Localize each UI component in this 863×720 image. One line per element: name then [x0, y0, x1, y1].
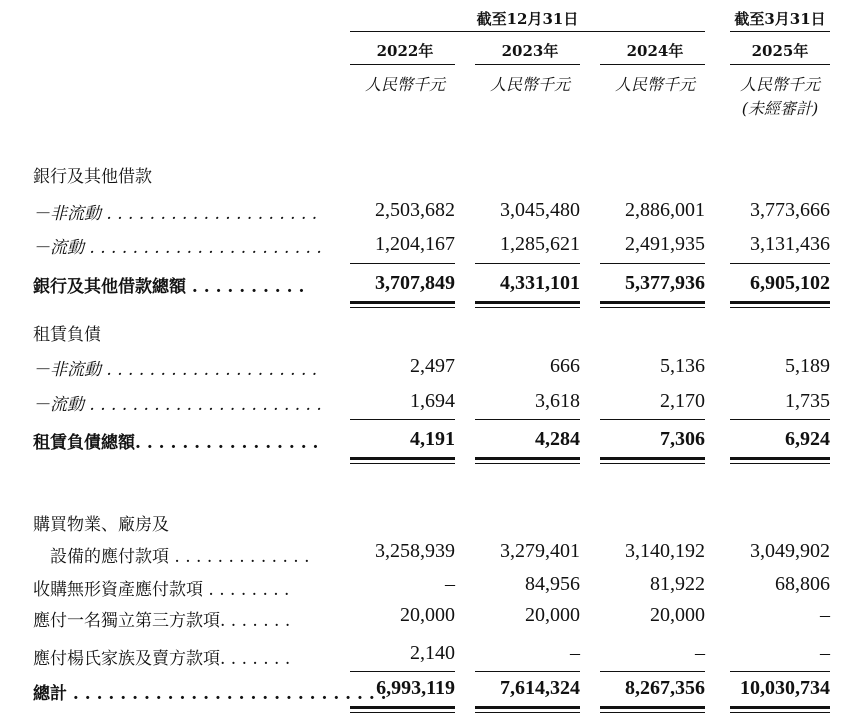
total-rule-grand-2023-a: [475, 706, 580, 709]
unit-2025: 人民幣千元: [739, 75, 820, 94]
total-rule-grand-2025-a: [730, 706, 830, 709]
year-header-2025: 2025年: [751, 42, 809, 60]
cell-lease-current-2025: 1,735: [785, 390, 830, 412]
total-rule-grand-2024-a: [600, 706, 705, 709]
subtotal-rule-bank-2023: [475, 263, 580, 264]
cell-ppe-payables-2024: 3,140,192: [625, 540, 705, 562]
cell-bank-current-2024: 2,491,935: [625, 233, 705, 255]
subtotal-rule-grand-2024: [600, 671, 705, 672]
row-label-third-party-payables: 應付一名獨立第三方款項. . . . . . .: [33, 611, 291, 631]
cell-lease-current-2022: 1,694: [410, 390, 455, 412]
total-rule-bank-2025-b: [730, 307, 830, 308]
cell-lease-current-2024: 2,170: [660, 390, 705, 412]
subtotal-rule-bank-2024: [600, 263, 705, 264]
total-rule-lease-2022-b: [350, 463, 455, 464]
total-rule-grand-2024-b: [600, 712, 705, 713]
year-rule-2023: [475, 64, 580, 65]
total-rule-bank-2024-a: [600, 301, 705, 304]
cell-lease-noncurrent-2024: 5,136: [660, 355, 705, 377]
cell-lease-total-2024: 7,306: [660, 428, 705, 450]
cell-bank-noncurrent-2024: 2,886,001: [625, 199, 705, 221]
cell-bank-current-2023: 1,285,621: [500, 233, 580, 255]
unit-2024: 人民幣千元: [614, 75, 695, 94]
header-group-mar31: 截至3月31日: [734, 10, 826, 28]
row-label-lease-current: －流動 . . . . . . . . . . . . . . . . . . . . . .: [33, 395, 322, 415]
total-rule-bank-2022-b: [350, 307, 455, 308]
cell-third-party-payables-2022: 20,000: [400, 604, 455, 626]
row-label-intangible-payables: 收購無形資產應付款項 . . . . . . . .: [33, 580, 290, 600]
row-label-ppe-payables-line2: 設備的應付款項 . . . . . . . . . . . . .: [50, 547, 310, 567]
cell-intangible-payables-2022: –: [445, 573, 455, 595]
cell-third-party-payables-2023: 20,000: [525, 604, 580, 626]
cell-bank-total-2023: 4,331,101: [500, 272, 580, 294]
cell-grand-total-2022: 6,993,119: [376, 677, 455, 699]
total-rule-bank-2025-a: [730, 301, 830, 304]
cell-lease-total-2023: 4,284: [535, 428, 580, 450]
cell-yang-family-payables-2022: 2,140: [410, 642, 455, 664]
row-label-bank-noncurrent: －非流動 . . . . . . . . . . . . . . . . . . . .: [33, 204, 318, 224]
row-label-bank-total: 銀行及其他借款總額 . . . . . . . . . .: [33, 277, 305, 297]
cell-bank-noncurrent-2025: 3,773,666: [750, 199, 830, 221]
header-group-mar31-rule: [730, 31, 830, 32]
subtotal-rule-lease-2022: [350, 419, 455, 420]
total-rule-lease-2023-b: [475, 463, 580, 464]
total-rule-bank-2022-a: [350, 301, 455, 304]
row-label-lease-total: 租賃負債總額. . . . . . . . . . . . . . . .: [33, 433, 319, 453]
cell-ppe-payables-2025: 3,049,902: [750, 540, 830, 562]
subtotal-rule-lease-2024: [600, 419, 705, 420]
header-group-dec31-rule: [350, 31, 705, 32]
cell-grand-total-2024: 8,267,356: [625, 677, 705, 699]
cell-intangible-payables-2023: 84,956: [525, 573, 580, 595]
total-rule-lease-2025-a: [730, 457, 830, 460]
cell-bank-noncurrent-2023: 3,045,480: [500, 199, 580, 221]
total-rule-grand-2022-a: [350, 706, 455, 709]
subtotal-rule-grand-2022: [350, 671, 455, 672]
total-rule-lease-2022-a: [350, 457, 455, 460]
total-rule-bank-2024-b: [600, 307, 705, 308]
total-rule-lease-2024-b: [600, 463, 705, 464]
cell-intangible-payables-2025: 68,806: [775, 573, 830, 595]
total-rule-bank-2023-b: [475, 307, 580, 308]
cell-lease-total-2025: 6,924: [785, 428, 830, 450]
total-rule-lease-2023-a: [475, 457, 580, 460]
year-rule-2025: [730, 64, 830, 65]
row-label-bank-borrowings: 銀行及其他借款: [33, 167, 152, 187]
cell-bank-current-2025: 3,131,436: [750, 233, 830, 255]
cell-third-party-payables-2024: 20,000: [650, 604, 705, 626]
cell-yang-family-payables-2024: –: [695, 642, 705, 664]
year-rule-2024: [600, 64, 705, 65]
total-rule-lease-2024-a: [600, 457, 705, 460]
cell-bank-total-2025: 6,905,102: [750, 272, 830, 294]
cell-lease-noncurrent-2022: 2,497: [410, 355, 455, 377]
cell-third-party-payables-2025: –: [820, 604, 830, 626]
subtotal-rule-bank-2022: [350, 263, 455, 264]
year-header-2023: 2023年: [501, 42, 559, 60]
subtotal-rule-lease-2023: [475, 419, 580, 420]
unit-2023: 人民幣千元: [489, 75, 570, 94]
year-rule-2022: [350, 64, 455, 65]
total-rule-grand-2023-b: [475, 712, 580, 713]
cell-bank-total-2022: 3,707,849: [375, 272, 455, 294]
cell-yang-family-payables-2023: –: [570, 642, 580, 664]
year-header-2024: 2024年: [626, 42, 684, 60]
cell-bank-noncurrent-2022: 2,503,682: [375, 199, 455, 221]
year-header-2022: 2022年: [376, 42, 434, 60]
subtotal-rule-grand-2025: [730, 671, 830, 672]
total-rule-lease-2025-b: [730, 463, 830, 464]
row-label-bank-current: －流動 . . . . . . . . . . . . . . . . . . . . . .: [33, 238, 322, 258]
row-label-lease-noncurrent: －非流動 . . . . . . . . . . . . . . . . . . . .: [33, 360, 318, 380]
subtotal-rule-grand-2023: [475, 671, 580, 672]
cell-lease-noncurrent-2025: 5,189: [785, 355, 830, 377]
subtotal-rule-lease-2025: [730, 419, 830, 420]
cell-ppe-payables-2023: 3,279,401: [500, 540, 580, 562]
cell-ppe-payables-2022: 3,258,939: [375, 540, 455, 562]
total-rule-grand-2022-b: [350, 712, 455, 713]
total-rule-grand-2025-b: [730, 712, 830, 713]
total-rule-bank-2023-a: [475, 301, 580, 304]
cell-grand-total-2023: 7,614,324: [500, 677, 580, 699]
cell-lease-current-2023: 3,618: [535, 390, 580, 412]
cell-bank-total-2024: 5,377,936: [625, 272, 705, 294]
unit-2022: 人民幣千元: [364, 75, 445, 94]
cell-grand-total-2025: 10,030,734: [740, 677, 830, 699]
cell-lease-noncurrent-2023: 666: [550, 355, 580, 377]
subtotal-rule-bank-2025: [730, 263, 830, 264]
row-label-yang-family-payables: 應付楊氏家族及賣方款項. . . . . . .: [33, 649, 291, 669]
row-label-ppe-payables-line1: 購買物業、廠房及: [33, 515, 169, 535]
cell-yang-family-payables-2025: –: [820, 642, 830, 664]
unaudited-note: (未經審計): [741, 99, 819, 118]
cell-bank-current-2022: 1,204,167: [375, 233, 455, 255]
row-label-grand-total: 總計 . . . . . . . . . . . . . . . . . . . . . . . . . . .: [33, 684, 387, 704]
row-label-lease-liabilities: 租賃負債: [33, 325, 101, 345]
cell-lease-total-2022: 4,191: [410, 428, 455, 450]
header-group-dec31: 截至12月31日: [476, 10, 579, 28]
cell-intangible-payables-2024: 81,922: [650, 573, 705, 595]
